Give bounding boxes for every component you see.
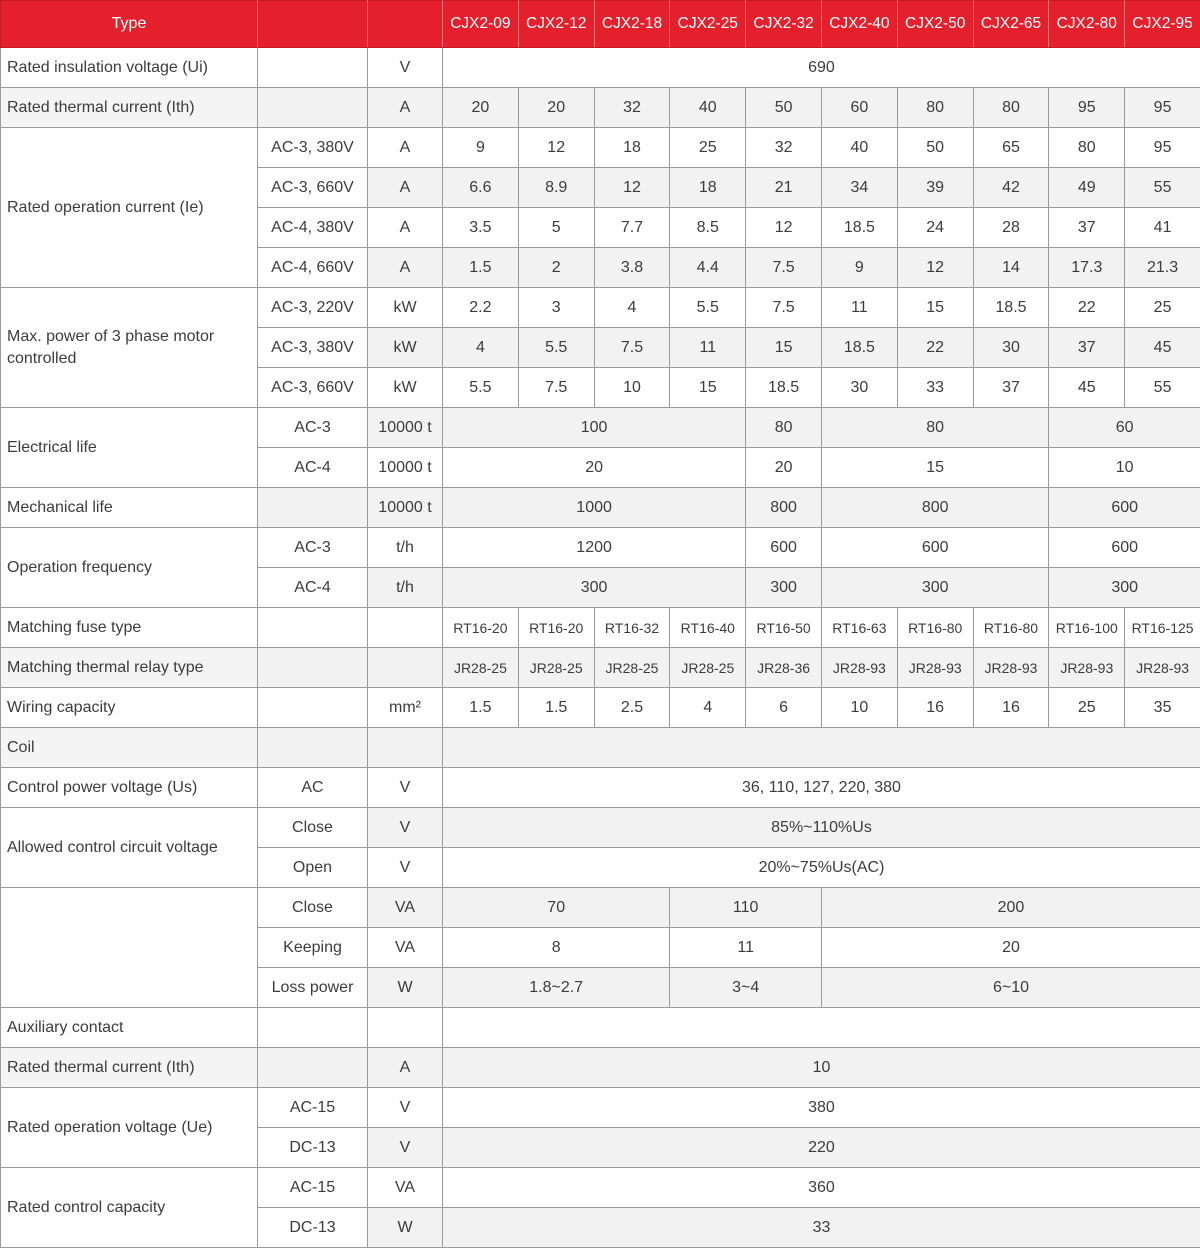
value-cell: 20 <box>746 448 822 488</box>
value-cell: 32 <box>594 88 670 128</box>
row-label: Rated operation current (Ie) <box>1 128 258 288</box>
value-cell: 37 <box>973 368 1049 408</box>
value-cell: 9 <box>443 128 519 168</box>
row-condition: AC-3 <box>258 528 368 568</box>
row-unit: kW <box>368 328 443 368</box>
model-header: CJX2-95 <box>1125 1 1200 48</box>
row-condition <box>258 488 368 528</box>
value-cell: 37 <box>1049 328 1125 368</box>
row-condition: AC-3, 380V <box>258 128 368 168</box>
value-cell: 220 <box>443 1128 1200 1168</box>
value-cell: 18.5 <box>746 368 822 408</box>
value-cell: 8.5 <box>670 208 746 248</box>
value-cell: RT16-80 <box>897 608 973 648</box>
value-cell: 17.3 <box>1049 248 1125 288</box>
row-unit: VA <box>368 888 443 928</box>
row-unit: t/h <box>368 528 443 568</box>
value-cell: JR28-25 <box>670 648 746 688</box>
value-cell: 18 <box>670 168 746 208</box>
value-cell: 690 <box>443 48 1200 88</box>
row-label: Control power voltage (Us) <box>1 768 258 808</box>
value-cell: 10 <box>821 688 897 728</box>
value-cell: 9 <box>821 248 897 288</box>
model-header: CJX2-12 <box>518 1 594 48</box>
value-cell: 60 <box>821 88 897 128</box>
value-cell: 12 <box>594 168 670 208</box>
value-cell: 70 <box>443 888 670 928</box>
row-condition <box>258 648 368 688</box>
row-unit: A <box>368 248 443 288</box>
value-cell: 37 <box>1049 208 1125 248</box>
table-row <box>1 1088 1200 1128</box>
value-cell: RT16-32 <box>594 608 670 648</box>
row-unit: 10000 t <box>368 408 443 448</box>
row-unit: 10000 t <box>368 488 443 528</box>
table-row <box>1 1048 1200 1088</box>
value-cell: 20 <box>821 928 1200 968</box>
value-cell: 300 <box>1049 568 1200 608</box>
value-cell: 22 <box>897 328 973 368</box>
value-cell: 24 <box>897 208 973 248</box>
value-cell: 4 <box>594 288 670 328</box>
value-cell: 2.2 <box>443 288 519 328</box>
value-cell: 40 <box>670 88 746 128</box>
value-cell: 7.5 <box>518 368 594 408</box>
row-condition: DC-13 <box>258 1208 368 1248</box>
table-row <box>1 608 1200 648</box>
value-cell: 55 <box>1125 168 1200 208</box>
row-unit: kW <box>368 368 443 408</box>
value-cell: 32 <box>746 128 822 168</box>
model-header: CJX2-18 <box>594 1 670 48</box>
row-condition <box>258 48 368 88</box>
value-cell: 85%~110%Us <box>443 808 1200 848</box>
value-cell: 3.5 <box>443 208 519 248</box>
value-cell: 200 <box>821 888 1200 928</box>
value-cell: 4.4 <box>670 248 746 288</box>
value-cell: 2.5 <box>594 688 670 728</box>
row-unit: A <box>368 168 443 208</box>
model-header: CJX2-32 <box>746 1 822 48</box>
table-row <box>1 1008 1200 1048</box>
value-cell: 34 <box>821 168 897 208</box>
value-cell: 300 <box>443 568 746 608</box>
value-cell: 80 <box>973 88 1049 128</box>
value-cell: 11 <box>670 328 746 368</box>
model-header: CJX2-65 <box>973 1 1049 48</box>
value-cell: JR28-93 <box>1125 648 1200 688</box>
row-label: Rated insulation voltage (Ui) <box>1 48 258 88</box>
row-unit: V <box>368 1088 443 1128</box>
row-unit: A <box>368 88 443 128</box>
row-condition: Close <box>258 808 368 848</box>
row-condition: AC-3, 380V <box>258 328 368 368</box>
value-cell: 55 <box>1125 368 1200 408</box>
row-condition <box>258 1048 368 1088</box>
value-cell: 50 <box>746 88 822 128</box>
row-condition: AC-15 <box>258 1168 368 1208</box>
header-row <box>1 1 1200 48</box>
table-row <box>1 688 1200 728</box>
value-cell: 800 <box>746 488 822 528</box>
row-unit: W <box>368 968 443 1008</box>
header-blank <box>368 1 443 48</box>
value-cell: 300 <box>746 568 822 608</box>
value-cell: 7.5 <box>594 328 670 368</box>
value-cell: 4 <box>443 328 519 368</box>
value-cell: 80 <box>746 408 822 448</box>
row-unit: A <box>368 208 443 248</box>
value-cell: JR28-93 <box>1049 648 1125 688</box>
value-cell: 1.8~2.7 <box>443 968 670 1008</box>
value-cell: 11 <box>821 288 897 328</box>
value-cell: 3~4 <box>670 968 822 1008</box>
value-cell: 33 <box>443 1208 1200 1248</box>
value-cell: 8 <box>443 928 670 968</box>
value-cell: 600 <box>1049 488 1200 528</box>
value-cell: 5 <box>518 208 594 248</box>
row-condition: AC-4 <box>258 568 368 608</box>
value-cell: 12 <box>518 128 594 168</box>
header-blank <box>258 1 368 48</box>
value-cell: RT16-20 <box>518 608 594 648</box>
value-cell: 360 <box>443 1168 1200 1208</box>
value-cell: RT16-80 <box>973 608 1049 648</box>
row-condition <box>258 1008 368 1048</box>
table-row <box>1 528 1200 568</box>
row-condition <box>258 88 368 128</box>
value-cell: JR28-93 <box>973 648 1049 688</box>
value-cell: 15 <box>670 368 746 408</box>
value-cell: 100 <box>443 408 746 448</box>
row-unit: VA <box>368 928 443 968</box>
value-cell: 3.8 <box>594 248 670 288</box>
value-cell: 6~10 <box>821 968 1200 1008</box>
value-cell: 40 <box>821 128 897 168</box>
value-cell: 18 <box>594 128 670 168</box>
value-cell: 36, 110, 127, 220, 380 <box>443 768 1200 808</box>
value-cell: 600 <box>821 528 1048 568</box>
row-condition <box>258 608 368 648</box>
value-cell: RT16-50 <box>746 608 822 648</box>
value-cell: 39 <box>897 168 973 208</box>
value-cell: JR28-93 <box>821 648 897 688</box>
value-cell: JR28-25 <box>594 648 670 688</box>
value-cell: 22 <box>1049 288 1125 328</box>
value-cell: 7.7 <box>594 208 670 248</box>
row-condition <box>258 728 368 768</box>
row-condition: AC-3, 660V <box>258 168 368 208</box>
value-cell: RT16-20 <box>443 608 519 648</box>
value-cell: 1.5 <box>443 248 519 288</box>
value-cell: 380 <box>443 1088 1200 1128</box>
value-cell: 2 <box>518 248 594 288</box>
value-cell: 7.5 <box>746 248 822 288</box>
row-unit <box>368 1008 443 1048</box>
row-unit: A <box>368 1048 443 1088</box>
model-header: CJX2-50 <box>897 1 973 48</box>
value-cell: 20%~75%Us(AC) <box>443 848 1200 888</box>
value-cell: 80 <box>1049 128 1125 168</box>
value-cell: 300 <box>821 568 1048 608</box>
value-cell: 60 <box>1049 408 1200 448</box>
value-cell: 28 <box>973 208 1049 248</box>
value-cell: 15 <box>897 288 973 328</box>
value-cell: JR28-93 <box>897 648 973 688</box>
table-row <box>1 88 1200 128</box>
value-cell: 18.5 <box>821 328 897 368</box>
value-cell: 30 <box>973 328 1049 368</box>
value-cell: 80 <box>821 408 1048 448</box>
value-cell: 41 <box>1125 208 1200 248</box>
value-cell: 42 <box>973 168 1049 208</box>
row-condition: AC-4, 660V <box>258 248 368 288</box>
row-condition: Loss power <box>258 968 368 1008</box>
value-cell: RT16-100 <box>1049 608 1125 648</box>
row-condition: AC-3 <box>258 408 368 448</box>
row-label: Rated control capacity <box>1 1168 258 1248</box>
value-cell: 1000 <box>443 488 746 528</box>
value-cell: 18.5 <box>821 208 897 248</box>
row-label: Mechanical life <box>1 488 258 528</box>
value-cell <box>443 728 1200 768</box>
value-cell: 6.6 <box>443 168 519 208</box>
value-cell: 8.9 <box>518 168 594 208</box>
section-label-auxiliary: Auxiliary contact <box>1 1008 258 1048</box>
row-condition: AC-15 <box>258 1088 368 1128</box>
model-header: CJX2-40 <box>821 1 897 48</box>
value-cell: 11 <box>670 928 822 968</box>
value-cell: 15 <box>821 448 1048 488</box>
value-cell: 20 <box>443 88 519 128</box>
row-label: Rated thermal current (Ith) <box>1 1048 258 1088</box>
value-cell: RT16-63 <box>821 608 897 648</box>
table-row <box>1 768 1200 808</box>
table-row <box>1 488 1200 528</box>
value-cell: 21.3 <box>1125 248 1200 288</box>
row-label: Wiring capacity <box>1 688 258 728</box>
row-unit: mm² <box>368 688 443 728</box>
value-cell: 1.5 <box>443 688 519 728</box>
row-label: Operation frequency <box>1 528 258 608</box>
row-unit: 10000 t <box>368 448 443 488</box>
value-cell: JR28-25 <box>443 648 519 688</box>
value-cell: 65 <box>973 128 1049 168</box>
value-cell: 30 <box>821 368 897 408</box>
value-cell: 95 <box>1125 128 1200 168</box>
value-cell: 25 <box>1125 288 1200 328</box>
model-header: CJX2-25 <box>670 1 746 48</box>
value-cell: 600 <box>1049 528 1200 568</box>
value-cell: 16 <box>973 688 1049 728</box>
row-condition: Close <box>258 888 368 928</box>
row-unit <box>368 648 443 688</box>
table-row <box>1 1168 1200 1208</box>
row-label: Max. power of 3 phase motor controlled <box>1 288 258 408</box>
row-label: Matching thermal relay type <box>1 648 258 688</box>
table-row <box>1 48 1200 88</box>
value-cell: RT16-125 <box>1125 608 1200 648</box>
row-unit: W <box>368 1208 443 1248</box>
row-condition: AC-3, 660V <box>258 368 368 408</box>
section-label-coil: Coil <box>1 728 258 768</box>
value-cell: 5.5 <box>670 288 746 328</box>
row-condition: Keeping <box>258 928 368 968</box>
value-cell: 95 <box>1049 88 1125 128</box>
value-cell: 33 <box>897 368 973 408</box>
row-condition: AC-4, 380V <box>258 208 368 248</box>
value-cell: 10 <box>443 1048 1200 1088</box>
row-unit: V <box>368 1128 443 1168</box>
row-label: Allowed control circuit voltage <box>1 808 258 888</box>
value-cell: 50 <box>897 128 973 168</box>
value-cell: 25 <box>670 128 746 168</box>
row-label: Matching fuse type <box>1 608 258 648</box>
row-unit <box>368 728 443 768</box>
table-row <box>1 808 1200 848</box>
value-cell: 16 <box>897 688 973 728</box>
value-cell: 1200 <box>443 528 746 568</box>
table-row <box>1 128 1200 168</box>
row-unit: VA <box>368 1168 443 1208</box>
value-cell: 95 <box>1125 88 1200 128</box>
row-condition: DC-13 <box>258 1128 368 1168</box>
table-row <box>1 288 1200 328</box>
row-condition: AC-4 <box>258 448 368 488</box>
value-cell: 7.5 <box>746 288 822 328</box>
table-row <box>1 888 1200 928</box>
value-cell: 10 <box>1049 448 1200 488</box>
model-header: CJX2-80 <box>1049 1 1125 48</box>
value-cell: 21 <box>746 168 822 208</box>
value-cell: 14 <box>973 248 1049 288</box>
row-label <box>1 888 258 1008</box>
value-cell: 80 <box>897 88 973 128</box>
value-cell: 5.5 <box>443 368 519 408</box>
row-unit: V <box>368 848 443 888</box>
value-cell: 20 <box>518 88 594 128</box>
value-cell: 5.5 <box>518 328 594 368</box>
value-cell: 49 <box>1049 168 1125 208</box>
row-unit: V <box>368 808 443 848</box>
value-cell: 20 <box>443 448 746 488</box>
value-cell <box>443 1008 1200 1048</box>
value-cell: 6 <box>746 688 822 728</box>
value-cell: 10 <box>594 368 670 408</box>
row-unit <box>368 608 443 648</box>
value-cell: 35 <box>1125 688 1200 728</box>
row-label: Electrical life <box>1 408 258 488</box>
value-cell: JR28-25 <box>518 648 594 688</box>
row-unit: V <box>368 48 443 88</box>
table-row <box>1 728 1200 768</box>
row-unit: A <box>368 128 443 168</box>
row-unit: kW <box>368 288 443 328</box>
table-row <box>1 648 1200 688</box>
value-cell: 3 <box>518 288 594 328</box>
value-cell: 25 <box>1049 688 1125 728</box>
value-cell: 1.5 <box>518 688 594 728</box>
value-cell: 15 <box>746 328 822 368</box>
row-condition: AC-3, 220V <box>258 288 368 328</box>
value-cell: 12 <box>897 248 973 288</box>
row-label: Rated operation voltage (Ue) <box>1 1088 258 1168</box>
row-condition <box>258 688 368 728</box>
row-unit: t/h <box>368 568 443 608</box>
row-condition: Open <box>258 848 368 888</box>
row-label: Rated thermal current (Ith) <box>1 88 258 128</box>
value-cell: 45 <box>1125 328 1200 368</box>
type-header: Type <box>1 1 258 48</box>
value-cell: 110 <box>670 888 822 928</box>
model-header: CJX2-09 <box>443 1 519 48</box>
value-cell: 600 <box>746 528 822 568</box>
value-cell: JR28-36 <box>746 648 822 688</box>
value-cell: 4 <box>670 688 746 728</box>
value-cell: 18.5 <box>973 288 1049 328</box>
row-unit: V <box>368 768 443 808</box>
table-row <box>1 408 1200 448</box>
value-cell: 45 <box>1049 368 1125 408</box>
row-condition: AC <box>258 768 368 808</box>
value-cell: RT16-40 <box>670 608 746 648</box>
value-cell: 12 <box>746 208 822 248</box>
value-cell: 800 <box>821 488 1048 528</box>
